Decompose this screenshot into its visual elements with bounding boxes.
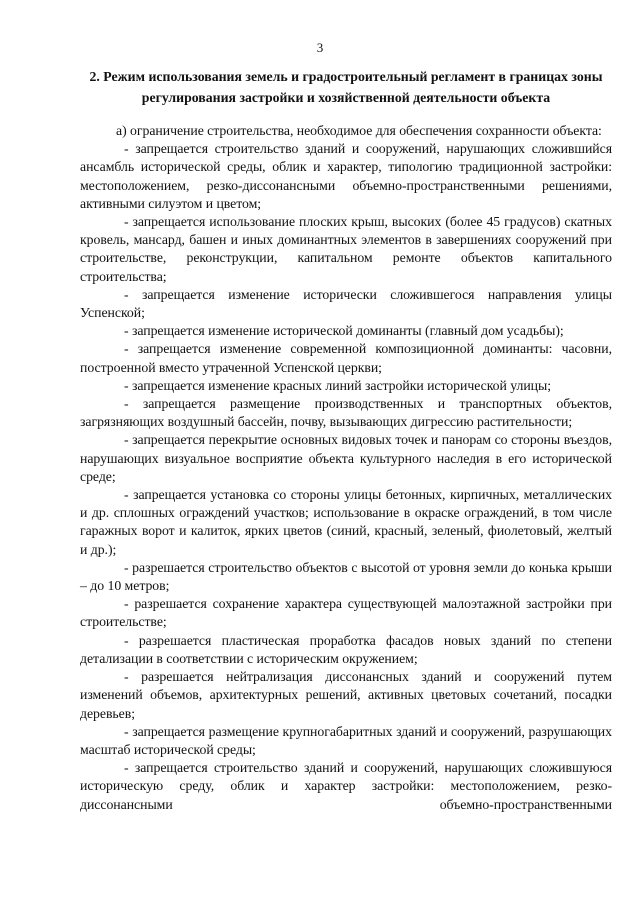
list-item: - запрещается изменение современной композиционной доминанты: часовни, построенной вместо утраченной Успенской церкви; [80,341,612,375]
list-item: - запрещается размещение крупногабаритных зданий и сооружений, разрушающих масштаб исторической среды; [80,723,612,757]
list-item: - запрещается перекрытие основных видовых точек и панорам со стороны въездов, нарушающих визуальное восприятие объекта культурного наследия в его исторической среде; [80,432,612,484]
list-item: - запрещается строительство зданий и сооружений, нарушающих сложившуюся историческую среду, облик и характер застройки: местоположением, резко-диссонансными объемно-пространственными [80,760,612,812]
list-item: - запрещается изменение исторически сложившегося направления улицы Успенской; [80,286,612,321]
intro-paragraph: а) ограничение строительства, необходимое для обеспечения сохранности объекта: [116,123,602,138]
page-number: 3 [316,40,324,55]
list-item: - запрещается строительство зданий и сооружений, нарушающих сложившийся ансамбль исторической среды, облик и характер, типологию традиционной застройки: местоположением, резко-диссонансными объемно-пространственными решениями, активными силуэтом и цветом; [80,141,612,211]
list-item: - разрешается сохранение характера существующей малоэтажной застройки при строительстве; [80,596,612,630]
list-item: - запрещается использование плоских крыш, высоких (более 45 градусов) скатных кровель, мансард, башен и иных доминантных элементов в завершениях сооружений при строительстве, реконструкции, капитальном ремонте объектов капитального строительства; [80,214,612,284]
list-item: - запрещается изменение красных линий застройки исторической улицы; [124,377,551,393]
section-heading: 2. Режим использования земель и градостроительный регламент в границах зоны регулирования застройки и хозяйственной деятельности объекта [89,69,603,105]
list-item: - разрешается нейтрализация диссонансных зданий и сооружений путем изменений объемов, архитектурных решений, активных цветовых сочетаний, посадки деревьев; [80,669,612,721]
list-item: - запрещается установка со стороны улицы бетонных, кирпичных, металлических и др. сплошных ограждений участков; использование в окраске ограждений, в том числе гаражных ворот и калиток, ярких цветов (синий, красный, зеленый, фиолетовый, желтый и др.); [80,487,612,557]
document-body [80,122,612,814]
list-item: - запрещается размещение производственных и транспортных объектов, загрязняющих воздушный бассейн, почву, вызывающих дигрессию растительности; [80,396,612,430]
list-item: - разрешается пластическая проработка фасадов новых зданий по степени детализации в соответствии с историческим окружением; [80,632,612,666]
list-item: - разрешается строительство объектов с высотой от уровня земли до конька крыши – до 10 метров; [80,559,612,594]
list-item: - запрещается изменение исторической доминанты (главный дом усадьбы); [124,323,564,339]
